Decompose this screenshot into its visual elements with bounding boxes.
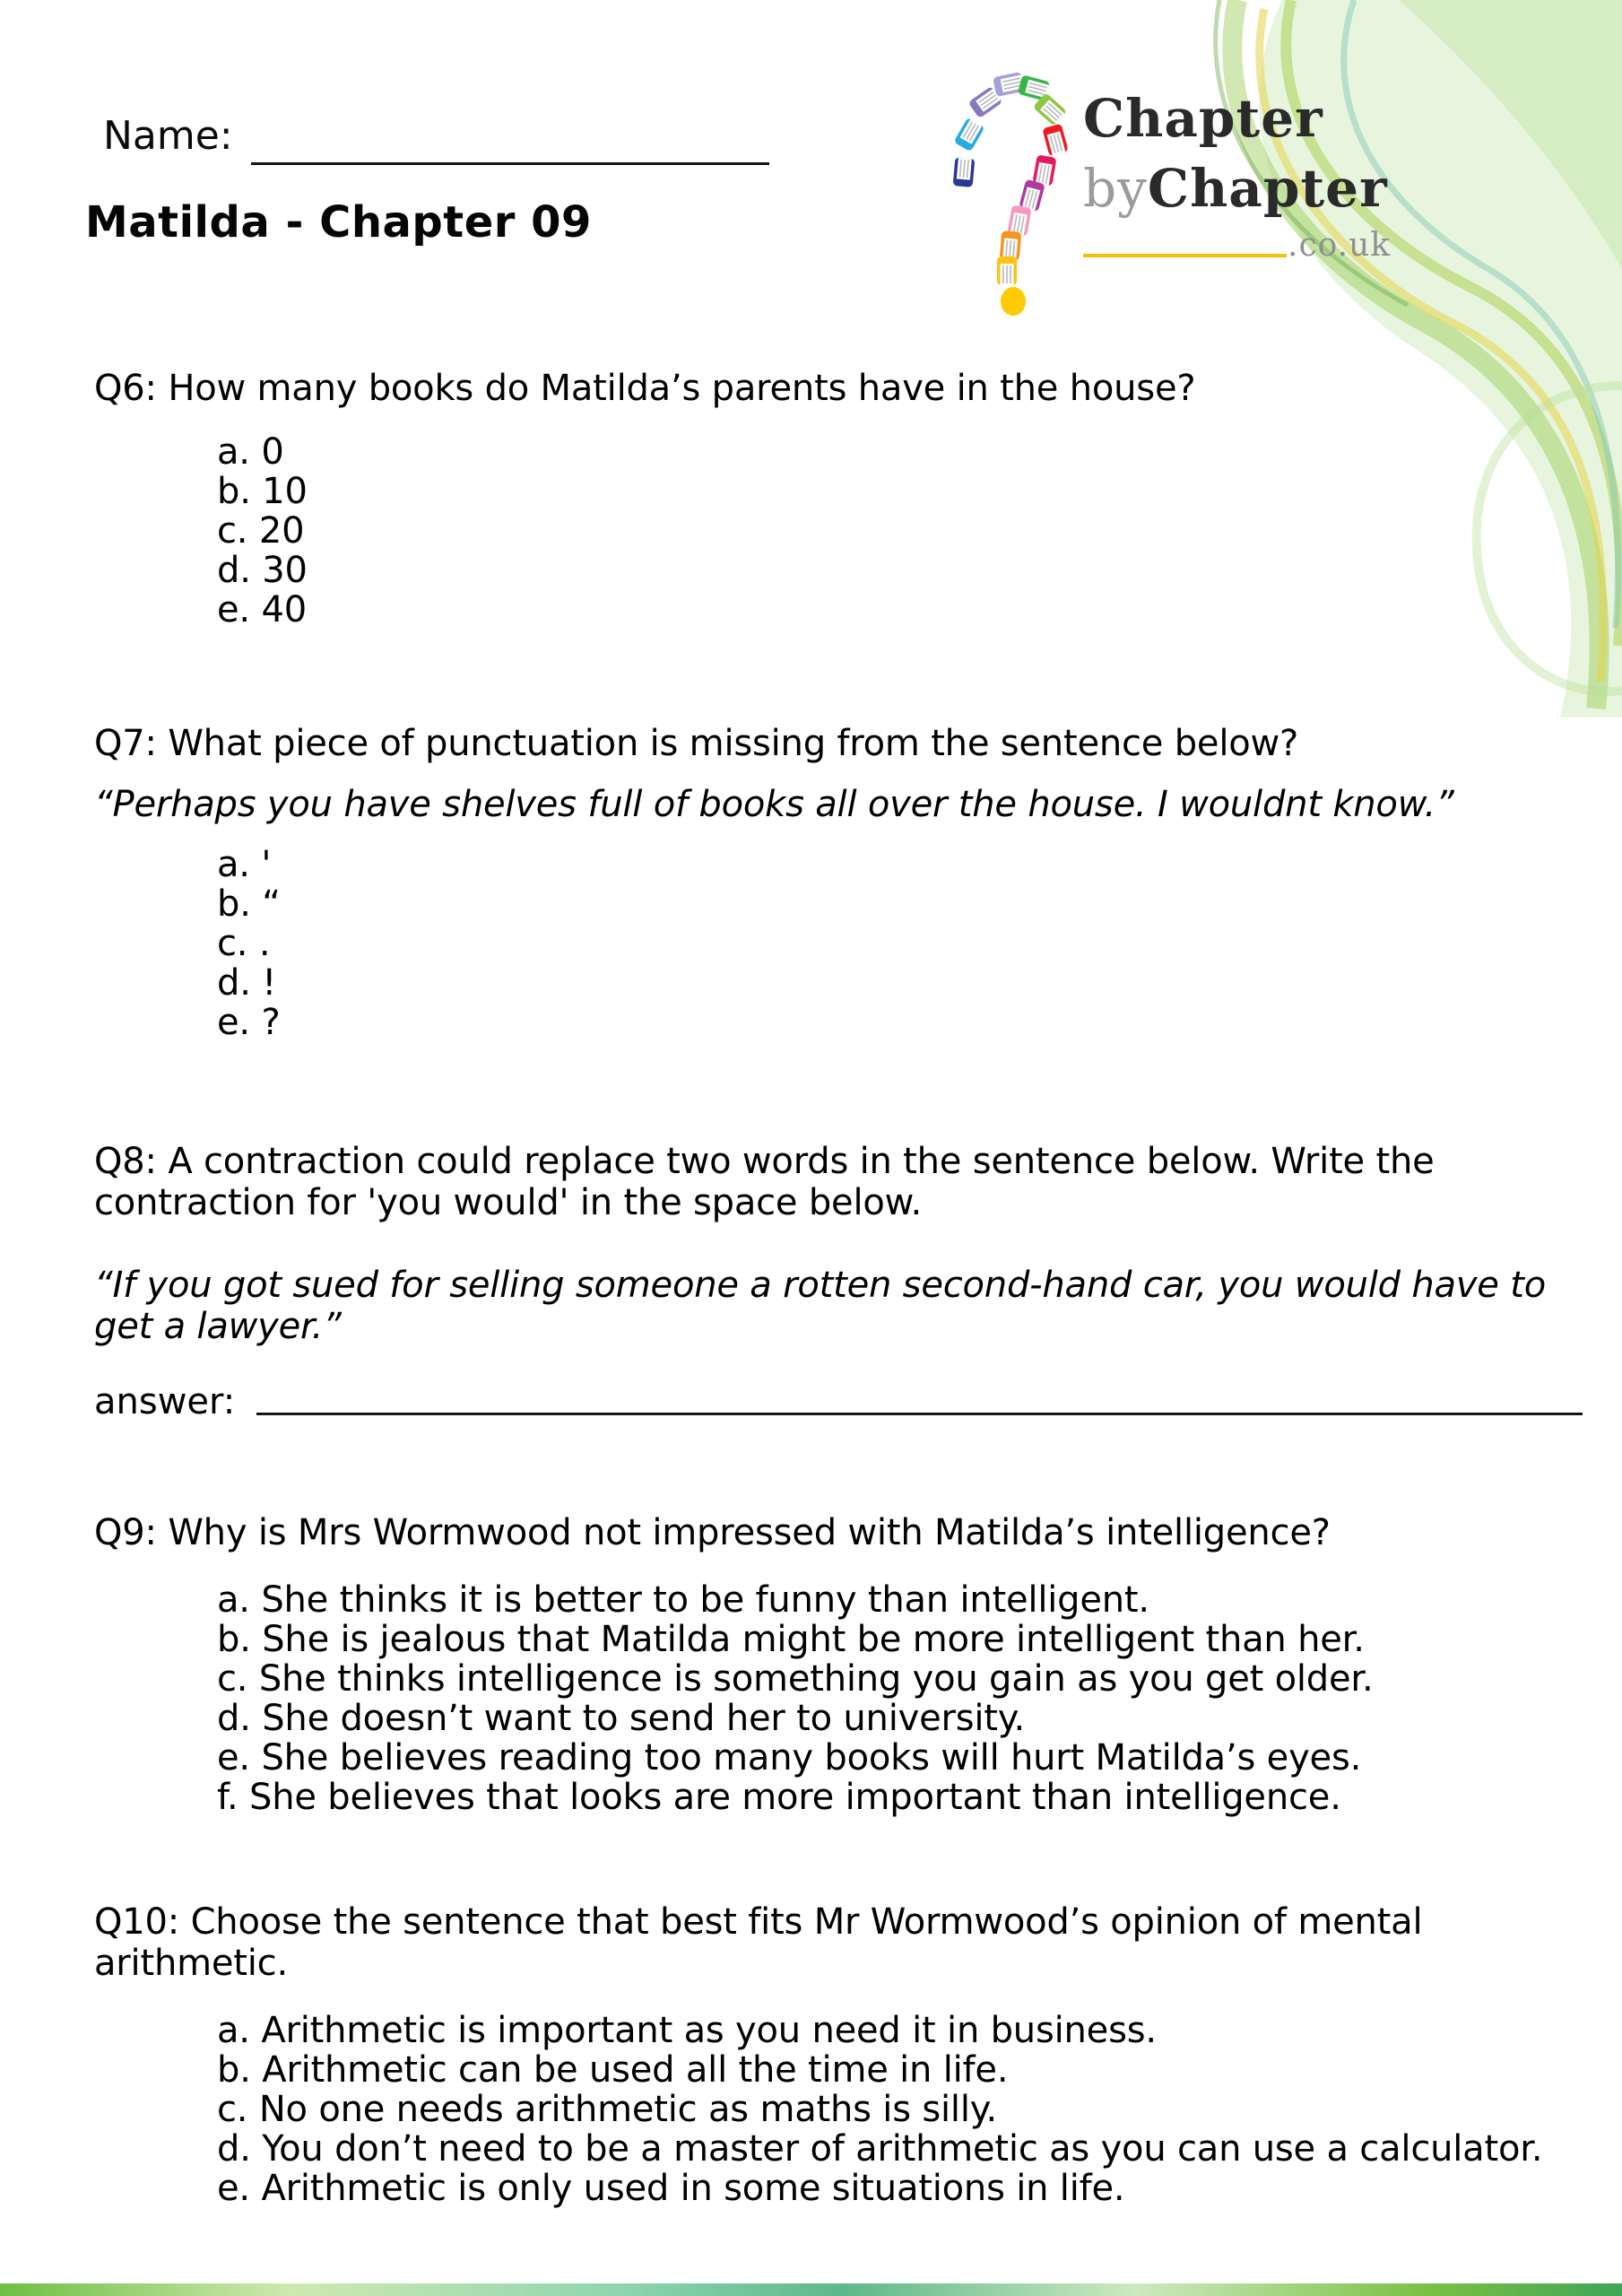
question-quote: “If you got sued for selling someone a rotten second-hand car, you would have to get a lawyer.”	[94, 1265, 1546, 1347]
option-c[interactable]: c. .	[217, 923, 271, 964]
options-list	[94, 2011, 1583, 2208]
option-e[interactable]: e. 40	[217, 589, 307, 631]
option-a[interactable]: a. 0	[217, 431, 284, 473]
logo-underline	[1083, 254, 1287, 257]
option-c[interactable]: c. She thinks intelligence is something you gain as you get older.	[217, 1658, 1374, 1700]
option-e[interactable]: e. Arithmetic is only used in some situations in life.	[217, 2168, 1125, 2209]
answer-input-line[interactable]	[256, 1413, 1583, 1415]
question-text: Q9: Why is Mrs Wormwood not impressed with Matilda’s intelligence?	[94, 1512, 1331, 1553]
name-label: Name:	[103, 113, 233, 159]
options-list	[94, 1580, 1583, 1817]
logo-word-by: by	[1083, 158, 1148, 219]
logo-books-question-mark-icon	[953, 47, 1070, 316]
footer-accent-bar	[0, 2283, 1622, 2296]
logo-wordmark	[1083, 90, 1496, 217]
option-d[interactable]: d. You don’t need to be a master of arithmetic as you can use a calculator.	[217, 2128, 1543, 2170]
answer-label: answer:	[94, 1381, 236, 1422]
option-c[interactable]: c. 20	[217, 510, 305, 552]
question-text: Q10: Choose the sentence that best fits Mr Wormwood’s opinion of mental arithmetic.	[94, 1901, 1423, 1984]
logo-word-chapter2: Chapter	[1147, 158, 1388, 219]
option-d[interactable]: d. 30	[217, 550, 308, 591]
option-e[interactable]: e. She believes reading too many books will hurt Matilda’s eyes.	[217, 1737, 1362, 1779]
question-text: Q8: A contraction could replace two words in the sentence below. Write the contraction for 'you would' in the space below.	[94, 1141, 1435, 1223]
option-d[interactable]: d. She doesn’t want to send her to university.	[217, 1698, 1026, 1739]
logo-word-bychapter	[1083, 160, 1496, 217]
question-mark-dot	[1001, 287, 1026, 316]
book-icon	[1032, 154, 1056, 186]
answer-row	[94, 1381, 1583, 1422]
option-c[interactable]: c. No one needs arithmetic as maths is silly.	[217, 2089, 998, 2130]
options-list	[94, 845, 1583, 1042]
book-icon	[953, 117, 984, 152]
logo-word-chapter: Chapter	[1083, 88, 1323, 149]
question-q8	[94, 1141, 1583, 1422]
option-d[interactable]: d. !	[217, 962, 277, 1004]
question-text: Q7: What piece of punctuation is missing from the sentence below?	[94, 723, 1299, 764]
option-a[interactable]: a. '	[217, 844, 272, 885]
option-a[interactable]: a. She thinks it is better to be funny than intelligent.	[217, 1579, 1149, 1621]
book-icon	[953, 157, 975, 187]
option-b[interactable]: b. She is jealous that Matilda might be more intelligent than her.	[217, 1619, 1365, 1660]
question-q7	[94, 723, 1583, 1042]
options-list	[94, 432, 1583, 630]
option-e[interactable]: e. ?	[217, 1002, 281, 1043]
logo-domain: .co.uk	[1288, 227, 1392, 264]
option-a[interactable]: a. Arithmetic is important as you need it in business.	[217, 2010, 1157, 2051]
question-q6	[94, 368, 1583, 630]
question-text: Q6: How many books do Matilda’s parents have in the house?	[94, 368, 1196, 409]
book-icon	[1000, 230, 1022, 261]
option-b[interactable]: b. 10	[217, 471, 308, 512]
page-title: Matilda - Chapter 09	[85, 197, 592, 248]
book-icon	[1042, 124, 1069, 157]
question-q9	[94, 1512, 1583, 1817]
book-icon	[997, 257, 1017, 285]
option-f[interactable]: f. She believes that looks are more important than intelligence.	[217, 1777, 1341, 1818]
question-quote: “Perhaps you have shelves full of books all over the house. I wouldnt know.”	[94, 784, 1454, 825]
question-q10	[94, 1901, 1583, 2208]
option-b[interactable]: b. Arithmetic can be used all the time in life.	[217, 2049, 1009, 2091]
option-b[interactable]: b. “	[217, 883, 281, 925]
name-input-line[interactable]	[251, 162, 769, 165]
